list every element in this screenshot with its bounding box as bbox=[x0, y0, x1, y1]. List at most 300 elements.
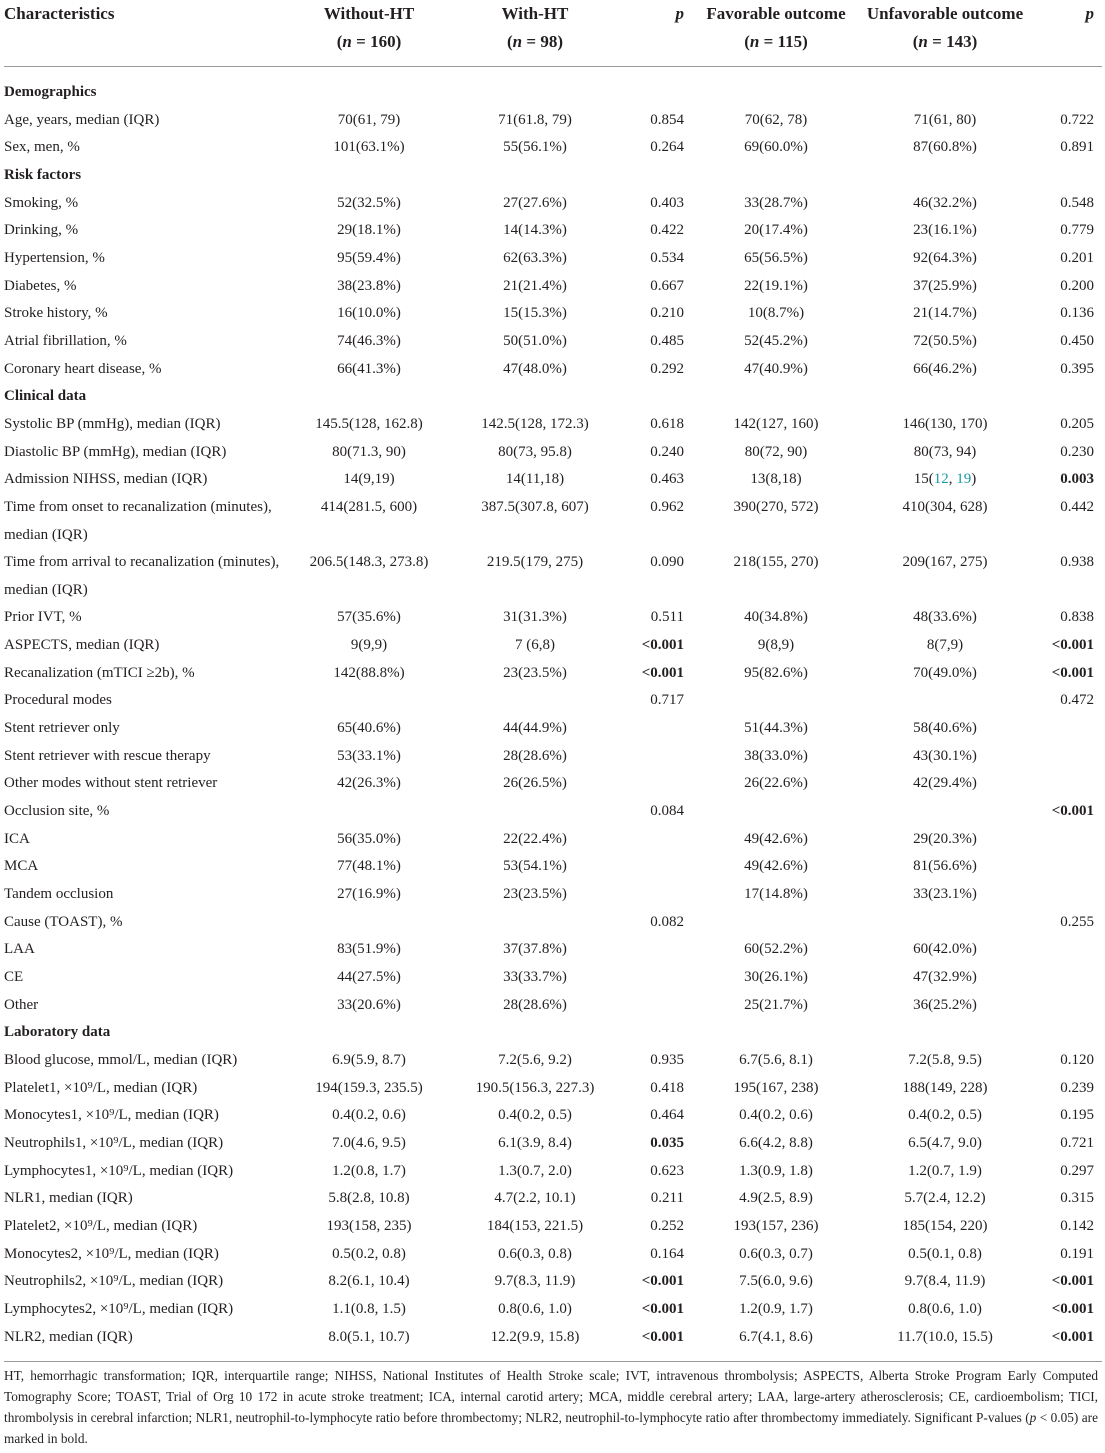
cell-p-outcome: 0.120 bbox=[1060, 1051, 1094, 1068]
cell-p-outcome: 0.003 bbox=[1060, 471, 1094, 488]
header-without-ht-n: 160 bbox=[370, 32, 396, 51]
cell-without-ht: 52(32.5%) bbox=[337, 194, 401, 211]
cell-unfavorable: 23(16.1%) bbox=[913, 222, 977, 239]
cell-p-outcome: 0.891 bbox=[1060, 139, 1094, 156]
table-row bbox=[4, 494, 1102, 549]
row-label: Monocytes2, ×10⁹/L, median (IQR) bbox=[4, 1245, 219, 1262]
table-row bbox=[4, 881, 1102, 909]
cell-with-ht: 14(14.3%) bbox=[503, 222, 567, 239]
cell-favorable: 47(40.9%) bbox=[744, 360, 808, 377]
table-row bbox=[4, 743, 1102, 771]
cell-without-ht: 53(33.1%) bbox=[337, 747, 401, 764]
cell-p-outcome bbox=[1030, 743, 1102, 771]
table-row bbox=[4, 1296, 1102, 1324]
cell-favorable: 80(72, 90) bbox=[744, 443, 808, 460]
row-label: Tandem occlusion bbox=[4, 886, 114, 903]
cell-favorable: 26(22.6%) bbox=[744, 775, 808, 792]
cell-p-ht: 0.618 bbox=[650, 415, 684, 432]
header-with-ht: With-HT (n = 98) bbox=[450, 0, 620, 67]
footnote-threshold: < 0.05 bbox=[1036, 1410, 1074, 1425]
cell-p-ht: 0.463 bbox=[650, 471, 684, 488]
section-heading: Clinical data bbox=[4, 388, 87, 405]
cell-p-ht: 0.403 bbox=[650, 194, 684, 211]
table-footnote bbox=[4, 1365, 1098, 1449]
cell-unfavorable: 146(130, 170) bbox=[902, 415, 988, 432]
cell-without-ht: 56(35.0%) bbox=[337, 830, 401, 847]
table-row bbox=[4, 1047, 1102, 1075]
table-row bbox=[4, 964, 1102, 992]
cell-p-ht: 0.082 bbox=[650, 913, 684, 930]
table-row bbox=[4, 466, 1102, 494]
cell-with-ht: 1.3(0.7, 2.0) bbox=[498, 1162, 572, 1179]
row-label: CE bbox=[4, 969, 24, 985]
cell-without-ht: 145.5(128, 162.8) bbox=[315, 415, 423, 432]
cell-p-outcome: 0.136 bbox=[1060, 305, 1094, 322]
cell-without-ht: 8.2(6.1, 10.4) bbox=[328, 1273, 410, 1290]
cell-favorable: 70(62, 78) bbox=[744, 111, 808, 128]
cell-p-ht: 0.511 bbox=[650, 609, 684, 626]
cell-without-ht: 83(51.9%) bbox=[337, 941, 401, 958]
cell-p-outcome bbox=[1030, 853, 1102, 881]
cell-unfavorable: 21(14.7%) bbox=[913, 305, 977, 322]
cell-unfavorable: 43(30.1%) bbox=[913, 747, 977, 764]
cell-p-ht: 0.084 bbox=[650, 803, 684, 820]
cell-p-outcome: <0.001 bbox=[1051, 1273, 1094, 1290]
row-label: Time from onset to recanalization (minutes), median (IQR) bbox=[4, 498, 272, 543]
cell-with-ht: 7.2(5.6, 9.2) bbox=[498, 1051, 572, 1068]
cell-without-ht: 8.0(5.1, 10.7) bbox=[288, 1324, 450, 1362]
table-row bbox=[4, 1102, 1102, 1130]
cell-favorable: 0.6(0.3, 0.7) bbox=[739, 1245, 813, 1262]
header-with-ht-label: With-HT bbox=[501, 4, 569, 23]
cell-favorable: 4.9(2.5, 8.9) bbox=[739, 1190, 813, 1207]
cell-without-ht: 193(158, 235) bbox=[326, 1217, 412, 1234]
cell-unfavorable: 0.5(0.1, 0.8) bbox=[908, 1245, 982, 1262]
row-label: Drinking, % bbox=[4, 222, 79, 239]
cell-favorable: 38(33.0%) bbox=[744, 747, 808, 764]
cell-without-ht: 33(20.6%) bbox=[337, 996, 401, 1013]
cell-with-ht: 387.5(307.8, 607) bbox=[481, 498, 589, 515]
cell-p-ht: 0.667 bbox=[650, 277, 684, 294]
cell-unfavorable: 209(167, 275) bbox=[902, 554, 988, 571]
cell-without-ht: 1.2(0.8, 1.7) bbox=[332, 1162, 406, 1179]
cell-unfavorable: 188(149, 228) bbox=[902, 1079, 988, 1096]
row-label: ICA bbox=[4, 830, 30, 847]
table-row bbox=[4, 411, 1102, 439]
cell-unfavorable bbox=[860, 687, 1030, 715]
cell-p-outcome: 0.255 bbox=[1060, 913, 1094, 930]
header-without-ht-label: Without-HT bbox=[323, 4, 415, 23]
cell-without-ht: 44(27.5%) bbox=[337, 969, 401, 985]
cell-favorable: 33(28.7%) bbox=[744, 194, 808, 211]
cell-unfavorable: 8(7,9) bbox=[926, 637, 964, 654]
table-row bbox=[4, 1158, 1102, 1186]
cell-favorable: 9(8,9) bbox=[757, 637, 795, 654]
cell-favorable: 218(155, 270) bbox=[733, 554, 819, 571]
cell-with-ht: 31(31.3%) bbox=[503, 609, 567, 626]
cell-without-ht: 7.0(4.6, 9.5) bbox=[332, 1134, 406, 1151]
row-label: Stent retriever only bbox=[4, 720, 120, 737]
reference-link[interactable]: 19 bbox=[956, 471, 972, 488]
cell-with-ht: 33(33.7%) bbox=[503, 969, 567, 985]
cell-p-outcome: 0.938 bbox=[1060, 554, 1094, 571]
table-body bbox=[4, 67, 1102, 1362]
cell-p-outcome: 0.395 bbox=[1060, 360, 1094, 377]
row-label: Other modes without stent retriever bbox=[4, 775, 218, 792]
table-row bbox=[4, 992, 1102, 1020]
cell-without-ht bbox=[288, 909, 450, 937]
cell-with-ht: 15(15.3%) bbox=[503, 305, 567, 322]
table-row bbox=[4, 107, 1102, 135]
cell-p-ht: 0.211 bbox=[650, 1190, 684, 1207]
cell-with-ht: 80(73, 95.8) bbox=[498, 443, 572, 460]
cell-with-ht bbox=[450, 687, 620, 715]
table-row bbox=[4, 687, 1102, 715]
cell-unfavorable: 47(32.9%) bbox=[913, 969, 977, 985]
table-header-row bbox=[4, 0, 1102, 67]
cell-p-ht bbox=[620, 770, 692, 798]
row-label: Platelet1, ×10⁹/L, median (IQR) bbox=[4, 1079, 198, 1096]
cell-unfavorable: 29(20.3%) bbox=[913, 830, 977, 847]
row-label: Admission NIHSS, median (IQR) bbox=[4, 471, 208, 488]
cell-with-ht: 55(56.1%) bbox=[503, 139, 567, 156]
cell-without-ht: 38(23.8%) bbox=[337, 277, 401, 294]
cell-favorable: 49(42.6%) bbox=[744, 858, 808, 875]
cell-p-outcome: 0.239 bbox=[1060, 1079, 1094, 1096]
cell-with-ht: 44(44.9%) bbox=[503, 720, 567, 737]
cell-p-ht bbox=[620, 881, 692, 909]
cell-p-outcome: 0.779 bbox=[1060, 222, 1094, 239]
table-row bbox=[4, 936, 1102, 964]
section-row bbox=[4, 383, 1102, 411]
table-row bbox=[4, 300, 1102, 328]
cell-without-ht: 0.4(0.2, 0.6) bbox=[332, 1107, 406, 1124]
row-label: Coronary heart disease, % bbox=[4, 360, 162, 377]
cell-p-outcome: <0.001 bbox=[1051, 1300, 1094, 1317]
header-favorable-n: 115 bbox=[777, 32, 803, 51]
cell-unfavorable: 66(46.2%) bbox=[913, 360, 977, 377]
cell-p-outcome bbox=[1030, 992, 1102, 1020]
cell-favorable: 49(42.6%) bbox=[744, 830, 808, 847]
cell-p-ht bbox=[620, 826, 692, 854]
row-label: Occlusion site, % bbox=[4, 803, 110, 820]
table-row bbox=[4, 798, 1102, 826]
cell-unfavorable: 72(50.5%) bbox=[913, 332, 977, 349]
cell-without-ht: 57(35.6%) bbox=[337, 609, 401, 626]
cell-without-ht: 95(59.4%) bbox=[337, 249, 401, 266]
section-heading: Risk factors bbox=[4, 166, 82, 183]
cell-with-ht: 23(23.5%) bbox=[503, 664, 567, 681]
cell-with-ht: 9.7(8.3, 11.9) bbox=[494, 1273, 576, 1290]
cell-with-ht: 6.1(3.9, 8.4) bbox=[498, 1134, 572, 1151]
cell-unfavorable: 80(73, 94) bbox=[913, 443, 977, 460]
cell-p-ht: 0.717 bbox=[650, 692, 684, 709]
cell-with-ht: 4.7(2.2, 10.1) bbox=[494, 1190, 576, 1207]
cell-without-ht: 142(88.8%) bbox=[333, 664, 405, 681]
footnote-p-symbol: p bbox=[1029, 1410, 1037, 1425]
cell-unfavorable bbox=[860, 909, 1030, 937]
cell-favorable: 390(270, 572) bbox=[733, 498, 819, 515]
cell-unfavorable: 46(32.2%) bbox=[913, 194, 977, 211]
footnote-text: HT, hemorrhagic transformation; IQR, interquartile range; NIHSS, National Institutes of Health Stroke scale; IVT, intravenous thrombolysis; ASPECTS, Alberta Stroke Program Early Computed Tomography Score; TOAST, Trial of Org 10 172 in acute stroke treatment; ICA, internal carotid artery; MCA, middle cerebral artery; LAA, large-artery atherosclerosis; CE, cardioembolism; TICI, thrombolysis in cerebral infarction; NLR1, neutrophil-to-lymphocyte ratio before thrombectomy; NLR2, neutrophil-to-lymphocyte ratio after thrombectomy immediately. Significant P-values ( bbox=[4, 1368, 1098, 1425]
cell-unfavorable: 1.2(0.7, 1.9) bbox=[908, 1162, 982, 1179]
table-row bbox=[4, 1241, 1102, 1269]
cell-with-ht: 0.4(0.2, 0.5) bbox=[498, 1107, 572, 1124]
cell-with-ht: 14(11,18) bbox=[505, 471, 565, 488]
cell-favorable: 95(82.6%) bbox=[744, 664, 808, 681]
row-label: Procedural modes bbox=[4, 692, 112, 709]
cell-favorable bbox=[692, 798, 860, 826]
cell-p-ht: <0.001 bbox=[641, 1300, 684, 1317]
row-label: Lymphocytes1, ×10⁹/L, median (IQR) bbox=[4, 1162, 234, 1179]
header-p-outcome: p bbox=[1030, 0, 1102, 67]
cell-unfavorable: 42(29.4%) bbox=[913, 775, 977, 792]
row-label: Hypertension, % bbox=[4, 249, 105, 266]
cell-p-outcome bbox=[1030, 936, 1102, 964]
cell-favorable: 6.7(4.1, 8.6) bbox=[692, 1324, 860, 1362]
cell-favorable: 17(14.8%) bbox=[744, 886, 808, 903]
cell-p-ht: 0.464 bbox=[650, 1107, 684, 1124]
cell-p-ht: <0.001 bbox=[620, 1324, 692, 1362]
cell-with-ht: 28(28.6%) bbox=[503, 996, 567, 1013]
cell-with-ht: 219.5(179, 275) bbox=[486, 554, 584, 571]
cell-with-ht: 37(37.8%) bbox=[503, 941, 567, 958]
cell-p-outcome: 0.450 bbox=[1060, 332, 1094, 349]
row-label: Diabetes, % bbox=[4, 277, 77, 294]
cell-unfavorable: 70(49.0%) bbox=[913, 664, 977, 681]
cell-p-ht: 0.292 bbox=[650, 360, 684, 377]
cell-favorable: 65(56.5%) bbox=[744, 249, 808, 266]
table-row bbox=[4, 826, 1102, 854]
cell-p-outcome: 0.297 bbox=[1060, 1162, 1094, 1179]
header-p-ht: p bbox=[620, 0, 692, 67]
row-label: Stroke history, % bbox=[4, 305, 108, 322]
cell-p-outcome: 0.315 bbox=[1060, 1190, 1094, 1207]
cell-p-outcome: 0.472 bbox=[1060, 692, 1094, 709]
cell-favorable: 1.2(0.9, 1.7) bbox=[739, 1300, 813, 1317]
cell-with-ht: 28(28.6%) bbox=[503, 747, 567, 764]
table-row bbox=[4, 1185, 1102, 1213]
cell-without-ht: 70(61, 79) bbox=[337, 111, 401, 128]
cell-p-outcome: 0.205 bbox=[1060, 415, 1094, 432]
cell-without-ht: 0.5(0.2, 0.8) bbox=[332, 1245, 406, 1262]
section-row bbox=[4, 162, 1102, 190]
cell-with-ht: 26(26.5%) bbox=[503, 775, 567, 792]
cell-without-ht: 414(281.5, 600) bbox=[320, 498, 418, 515]
cell-with-ht: 21(21.4%) bbox=[503, 277, 567, 294]
table-row bbox=[4, 356, 1102, 384]
cell-p-ht bbox=[620, 936, 692, 964]
table-row bbox=[4, 190, 1102, 218]
cell-p-ht: 0.485 bbox=[650, 332, 684, 349]
cell-p-outcome: 0.195 bbox=[1060, 1107, 1094, 1124]
row-label: Neutrophils1, ×10⁹/L, median (IQR) bbox=[4, 1134, 224, 1151]
cell-unfavorable: 7.2(5.8, 9.5) bbox=[908, 1051, 982, 1068]
row-label: Prior IVT, % bbox=[4, 609, 82, 626]
cell-unfavorable: 15(12, 19) bbox=[913, 471, 977, 488]
header-with-ht-n: 98 bbox=[540, 32, 558, 51]
table-row bbox=[4, 245, 1102, 273]
cell-without-ht bbox=[288, 687, 450, 715]
cell-unfavorable: 0.4(0.2, 0.5) bbox=[908, 1107, 982, 1124]
cell-without-ht: 16(10.0%) bbox=[337, 305, 401, 322]
row-label: Time from arrival to recanalization (minutes), median (IQR) bbox=[4, 554, 280, 598]
table-row bbox=[4, 1075, 1102, 1103]
cell-unfavorable: 5.7(2.4, 12.2) bbox=[904, 1190, 986, 1207]
cell-p-ht: 0.252 bbox=[650, 1217, 684, 1234]
header-unfavorable-label: Unfavorable outcome bbox=[866, 4, 1024, 23]
row-label: LAA bbox=[4, 941, 35, 958]
cell-p-ht: 0.210 bbox=[650, 305, 684, 322]
cell-favorable: 60(52.2%) bbox=[744, 941, 808, 958]
cell-without-ht: 194(159.3, 235.5) bbox=[315, 1079, 423, 1096]
cell-unfavorable: 11.7(10.0, 15.5) bbox=[860, 1324, 1030, 1362]
row-label: NLR1, median (IQR) bbox=[4, 1190, 133, 1207]
cell-with-ht: 22(22.4%) bbox=[503, 830, 567, 847]
cell-favorable: 69(60.0%) bbox=[744, 139, 808, 156]
header-characteristics: Characteristics bbox=[4, 0, 288, 67]
cell-p-outcome bbox=[1030, 770, 1102, 798]
cell-without-ht: 206.5(148.3, 273.8) bbox=[309, 554, 429, 571]
table-row bbox=[4, 1213, 1102, 1241]
cell-with-ht bbox=[450, 909, 620, 937]
cell-with-ht: 12.2(9.9, 15.8) bbox=[450, 1324, 620, 1362]
row-label: MCA bbox=[4, 858, 39, 875]
cell-without-ht bbox=[288, 798, 450, 826]
cell-p-outcome: <0.001 bbox=[1051, 637, 1094, 654]
cell-p-ht bbox=[620, 992, 692, 1020]
cell-p-outcome bbox=[1030, 881, 1102, 909]
row-label: Cause (TOAST), % bbox=[4, 913, 123, 930]
cell-p-ht: 0.623 bbox=[650, 1162, 684, 1179]
cell-p-outcome: <0.001 bbox=[1051, 664, 1094, 681]
cell-without-ht: 80(71.3, 90) bbox=[332, 443, 406, 460]
cell-with-ht: 47(48.0%) bbox=[503, 360, 567, 377]
cell-without-ht: 42(26.3%) bbox=[337, 775, 401, 792]
cell-p-ht: <0.001 bbox=[641, 637, 684, 654]
cell-p-outcome: 0.230 bbox=[1060, 443, 1094, 460]
cell-favorable: 195(167, 238) bbox=[733, 1079, 819, 1096]
cell-p-ht bbox=[620, 853, 692, 881]
table-row bbox=[4, 632, 1102, 660]
row-label: Atrial fibrillation, % bbox=[4, 332, 127, 349]
section-heading: Laboratory data bbox=[4, 1024, 111, 1041]
row-label: Sex, men, % bbox=[4, 139, 80, 156]
row-label: Neutrophils2, ×10⁹/L, median (IQR) bbox=[4, 1273, 224, 1290]
cell-unfavorable: 0.8(0.6, 1.0) bbox=[908, 1300, 982, 1317]
cell-favorable: 30(26.1%) bbox=[744, 969, 808, 985]
table-row bbox=[4, 1268, 1102, 1296]
cell-without-ht: 77(48.1%) bbox=[337, 858, 401, 875]
cell-p-outcome: <0.001 bbox=[1051, 803, 1094, 820]
cell-favorable: 7.5(6.0, 9.6) bbox=[739, 1273, 813, 1290]
cell-without-ht: 6.9(5.9, 8.7) bbox=[332, 1051, 406, 1068]
cell-with-ht: 53(54.1%) bbox=[503, 858, 567, 875]
cell-without-ht: 29(18.1%) bbox=[337, 222, 401, 239]
cell-with-ht: 50(51.0%) bbox=[503, 332, 567, 349]
table-row bbox=[4, 853, 1102, 881]
cell-favorable bbox=[692, 687, 860, 715]
cell-unfavorable: 37(25.9%) bbox=[913, 277, 977, 294]
table-row bbox=[4, 770, 1102, 798]
cell-unfavorable: 9.7(8.4, 11.9) bbox=[904, 1273, 986, 1290]
table-row bbox=[4, 328, 1102, 356]
row-label: NLR2, median (IQR) bbox=[4, 1324, 288, 1362]
cell-without-ht: 14(9,19) bbox=[343, 471, 395, 488]
cell-unfavorable: 60(42.0%) bbox=[913, 941, 977, 958]
cell-p-outcome: 0.548 bbox=[1060, 194, 1094, 211]
cell-favorable: 0.4(0.2, 0.6) bbox=[739, 1107, 813, 1124]
header-without-ht: Without-HT (n = 160) bbox=[288, 0, 450, 67]
cell-favorable: 142(127, 160) bbox=[733, 415, 819, 432]
row-label: Other bbox=[4, 996, 39, 1013]
section-row bbox=[4, 1019, 1102, 1047]
cell-p-ht: 0.264 bbox=[650, 139, 684, 156]
cell-p-outcome: 0.721 bbox=[1060, 1134, 1094, 1151]
cell-without-ht: 66(41.3%) bbox=[337, 360, 401, 377]
cell-with-ht: 23(23.5%) bbox=[503, 886, 567, 903]
cell-unfavorable: 92(64.3%) bbox=[913, 249, 977, 266]
cell-unfavorable: 71(61, 80) bbox=[913, 111, 977, 128]
cell-p-ht: 0.422 bbox=[650, 222, 684, 239]
cell-with-ht: 0.6(0.3, 0.8) bbox=[498, 1245, 572, 1262]
row-label: Lymphocytes2, ×10⁹/L, median (IQR) bbox=[4, 1300, 234, 1317]
header-unfavorable: Unfavorable outcome (n = 143) bbox=[860, 0, 1030, 67]
cell-without-ht: 5.8(2.8, 10.8) bbox=[328, 1190, 410, 1207]
cell-favorable: 13(8,18) bbox=[750, 471, 802, 488]
cell-with-ht: 71(61.8, 79) bbox=[498, 111, 572, 128]
cell-p-ht bbox=[620, 743, 692, 771]
section-row bbox=[4, 67, 1102, 107]
reference-link[interactable]: 12 bbox=[933, 471, 949, 488]
cell-with-ht: 27(27.6%) bbox=[503, 194, 567, 211]
cell-with-ht: 7 (6,8) bbox=[515, 637, 555, 654]
row-label: ASPECTS, median (IQR) bbox=[4, 637, 160, 654]
cell-without-ht: 27(16.9%) bbox=[337, 886, 401, 903]
cell-p-ht: 0.418 bbox=[650, 1079, 684, 1096]
row-label: Smoking, % bbox=[4, 194, 79, 211]
row-label: Monocytes1, ×10⁹/L, median (IQR) bbox=[4, 1107, 219, 1124]
table-row bbox=[4, 134, 1102, 162]
cell-unfavorable: 58(40.6%) bbox=[913, 720, 977, 737]
table-row bbox=[4, 660, 1102, 688]
cell-unfavorable: 410(304, 628) bbox=[902, 498, 988, 515]
cell-p-ht bbox=[620, 964, 692, 992]
cell-p-outcome: 0.838 bbox=[1060, 609, 1094, 626]
cell-favorable: 52(45.2%) bbox=[744, 332, 808, 349]
row-label: Recanalization (mTICI ≥2b), % bbox=[4, 664, 195, 681]
cell-p-ht: 0.854 bbox=[650, 111, 684, 128]
cell-p-ht: 0.164 bbox=[650, 1245, 684, 1262]
row-label: Blood glucose, mmol/L, median (IQR) bbox=[4, 1051, 238, 1068]
row-label: Platelet2, ×10⁹/L, median (IQR) bbox=[4, 1217, 198, 1234]
cell-p-outcome: 0.142 bbox=[1060, 1217, 1094, 1234]
cell-favorable: 193(157, 236) bbox=[733, 1217, 819, 1234]
section-heading: Demographics bbox=[4, 84, 97, 100]
cell-favorable: 40(34.8%) bbox=[744, 609, 808, 626]
cell-p-ht: 0.935 bbox=[650, 1051, 684, 1068]
cell-with-ht: 62(63.3%) bbox=[503, 249, 567, 266]
cell-p-outcome bbox=[1030, 964, 1102, 992]
row-label: Stent retriever with rescue therapy bbox=[4, 747, 211, 764]
cell-p-outcome: 0.722 bbox=[1060, 111, 1094, 128]
cell-p-outcome: 0.200 bbox=[1060, 277, 1094, 294]
cell-with-ht: 184(153, 221.5) bbox=[486, 1217, 584, 1234]
cell-unfavorable: 36(25.2%) bbox=[913, 996, 977, 1013]
cell-p-outcome: 0.442 bbox=[1060, 498, 1094, 515]
cell-with-ht: 142.5(128, 172.3) bbox=[481, 415, 589, 432]
cell-unfavorable: 48(33.6%) bbox=[913, 609, 977, 626]
